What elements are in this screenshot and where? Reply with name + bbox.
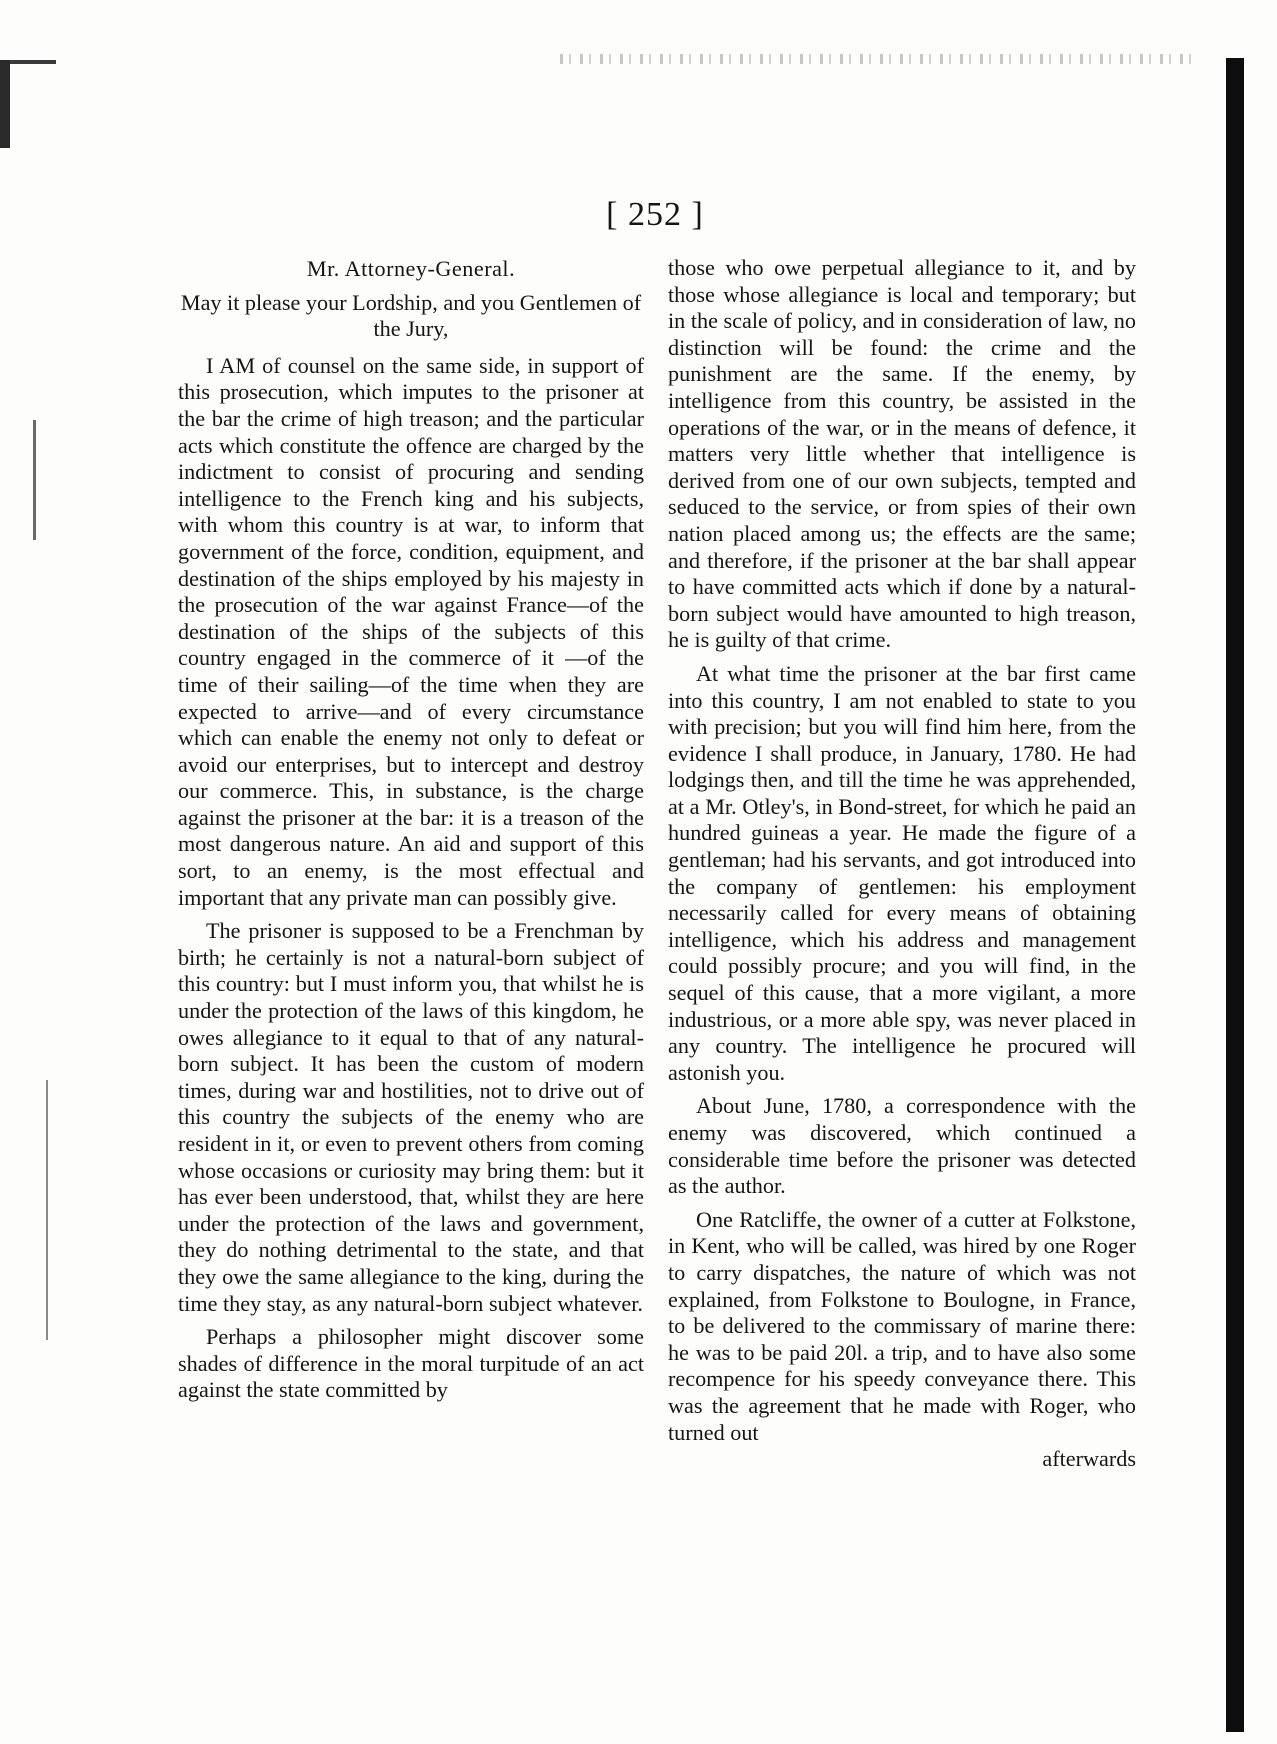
paragraph: I AM of counsel on the same side, in support of this prosecution, which imputes to the prisoner at the bar the crime of high treason; and the particular acts which constitute the offence are charged by the indictment to consist of procuring and sending intelligence to the French king and his subjects, with whom this country is at war, to inform that government of the force, condition, equipment, and destination of the ships employed by his majesty in the prosecution of the war against France—of the destination of the ships of the subjects of this country engaged in the commerce of it —of the time of their sailing—of the time when they are expected to arrive—and of every circumstance which can enable the enemy not only to defeat or avoid our enterprises, but to intercept and destroy our commerce. This, in substance, is the charge against the prisoner at the bar: it is a treason of the most dangerous nature. An aid and support of this sort, to an enemy, is the most effectual and important that any private man can possibly give. [178, 352, 644, 910]
scan-edge-shadow [46, 1080, 48, 1340]
scan-edge-shadow [0, 60, 10, 148]
right-column [668, 255, 1136, 1473]
scan-gutter-shadow [1226, 58, 1244, 1732]
left-column [178, 256, 644, 1404]
address-line: May it please your Lordship, and you Gentlemen of the Jury, [180, 289, 642, 342]
paragraph: The prisoner is supposed to be a Frenchman by birth; he certainly is not a natural-born subject of this country: but I must inform you, that whilst he is under the protection of the laws of this kingdom, he owes allegiance to it equal to that of any natural-born subject. It has been the custom of modern times, during war and hostilities, not to drive out of this country the subjects of the enemy who are resident in it, or even to prevent others from coming whose occasions or curiosity may bring them: but it has ever been understood, that, whilst they are here under the protection of the laws and government, they do nothing detrimental to the state, and that they owe the same allegiance to the king, during the time they stay, as any natural-born subject whatever. [178, 918, 644, 1316]
paragraph: Perhaps a philosopher might discover some shades of difference in the moral turpitude of an act against the state committed by [178, 1324, 644, 1403]
scan-edge-shadow [33, 420, 36, 540]
bleed-through-speckle [560, 54, 1200, 64]
paragraph: At what time the prisoner at the bar first came into this country, I am not enabled to state to you with precision; but you will find him here, from the evidence I shall produce, in January, 1780. He had lodgings then, and till the time he was apprehended, at a Mr. Otley's, in Bond-street, for which he paid an hundred guineas a year. He made the figure of a gentleman; had his servants, and got introduced into the company of gentlemen: his employment necessarily called for every means of obtaining intelligence, which his address and management could possibly procure; and you will find, in the sequel of this cause, that a more vigilant, a more industrious, or a more able spy, was never placed in any country. The intelligence he procured will astonish you. [668, 660, 1136, 1085]
speaker-heading: Mr. Attorney-General. [306, 256, 516, 281]
paragraph: About June, 1780, a correspondence with the enemy was discovered, which continued a considerable time before the prisoner was detected as the author. [668, 1093, 1136, 1199]
page-number: [ 252 ] [606, 196, 704, 233]
paragraph: One Ratcliffe, the owner of a cutter at Folkstone, in Kent, who will be called, was hired by one Roger to carry dispatches, the nature of which was not explained, from Folkstone to Boulogne, in France, to be delivered to the commissary of marine there: he was to be paid 20l. a trip, and to have also some recompence for his speedy conveyance there. This was the agreement that he made with Roger, who turned out [668, 1206, 1136, 1445]
paragraph-continued: those who owe perpetual allegiance to it, and by those whose allegiance is local and temporary; but in the scale of policy, and in consideration of law, no distinction will be found: the crime and the punishment are the same. If the enemy, by intelligence from this country, be assisted in the operations of the war, or in the means of defence, it matters very little whether that intelligence is derived from one of our own subjects, tempted and seduced to the service, or from spies of their own nation placed among us; the effects are the same; and therefore, if the prisoner at the bar shall appear to have committed acts which if done by a natural-born subject would have amounted to high treason, he is guilty of that crime. [668, 255, 1136, 653]
scan-edge-shadow [10, 60, 56, 64]
catchword: afterwards [1042, 1446, 1136, 1472]
